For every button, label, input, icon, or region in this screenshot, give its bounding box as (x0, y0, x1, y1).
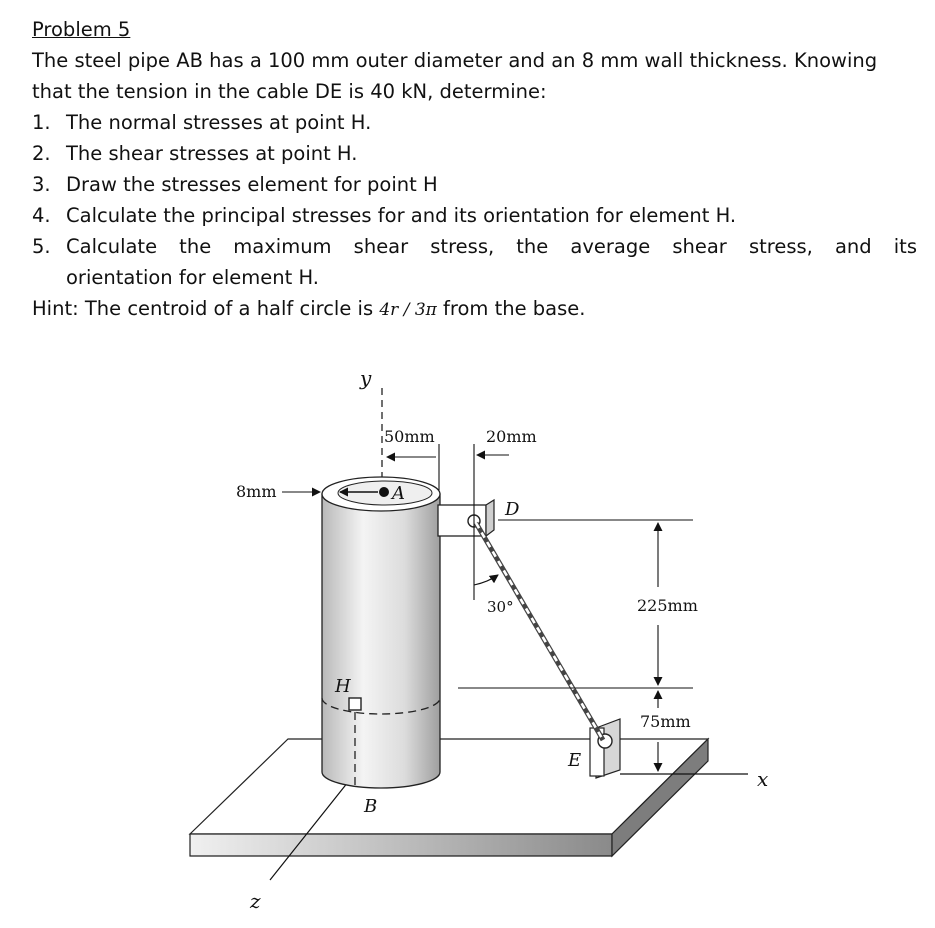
point-e-label: E (568, 750, 582, 771)
problem-title: Problem 5 (32, 18, 131, 41)
dim-20mm-label: 20mm (486, 427, 537, 446)
cable-de (476, 523, 603, 740)
dim-50mm-label: 50mm (384, 427, 435, 446)
point-b-label: B (364, 796, 378, 817)
bracket-d (438, 500, 494, 536)
wall-thickness-label: 8mm (236, 482, 277, 501)
dim-75mm-label: 75mm (640, 712, 691, 731)
point-a-marker (379, 487, 389, 497)
question-item: 3. Draw the stresses element for point H (32, 173, 438, 196)
z-axis-label: z (250, 889, 261, 913)
question-item: 1. The normal stresses at point H. (32, 111, 372, 134)
steel-pipe (322, 477, 440, 790)
point-h-label: H (335, 676, 351, 697)
point-a-label: A (392, 483, 405, 504)
x-axis-label: x (757, 767, 769, 791)
dim-225mm-label: 225mm (637, 596, 698, 615)
problem-intro-line-1: The steel pipe AB has a 100 mm outer diameter and an 8 mm wall thickness. Knowing (32, 49, 878, 72)
y-axis-label: y (360, 366, 372, 390)
point-h-marker (349, 698, 361, 710)
angle-label: 30° (487, 598, 514, 616)
hint: Hint: The centroid of a half circle is 4r / 3π from the base. (32, 297, 586, 320)
hint-formula: 4r / 3π (379, 300, 437, 320)
base-plate (190, 739, 708, 856)
question-item: 2. The shear stresses at point H. (32, 142, 358, 165)
question-item: 5. Calculate the maximum shear stress, the average shear stress, and its orientation for element H. (32, 235, 917, 289)
problem-intro-line-2: that the tension in the cable DE is 40 kN, determine: (32, 80, 547, 103)
question-item: 4. Calculate the principal stresses for and its orientation for element H. (32, 204, 737, 227)
point-d-label: D (505, 499, 520, 520)
